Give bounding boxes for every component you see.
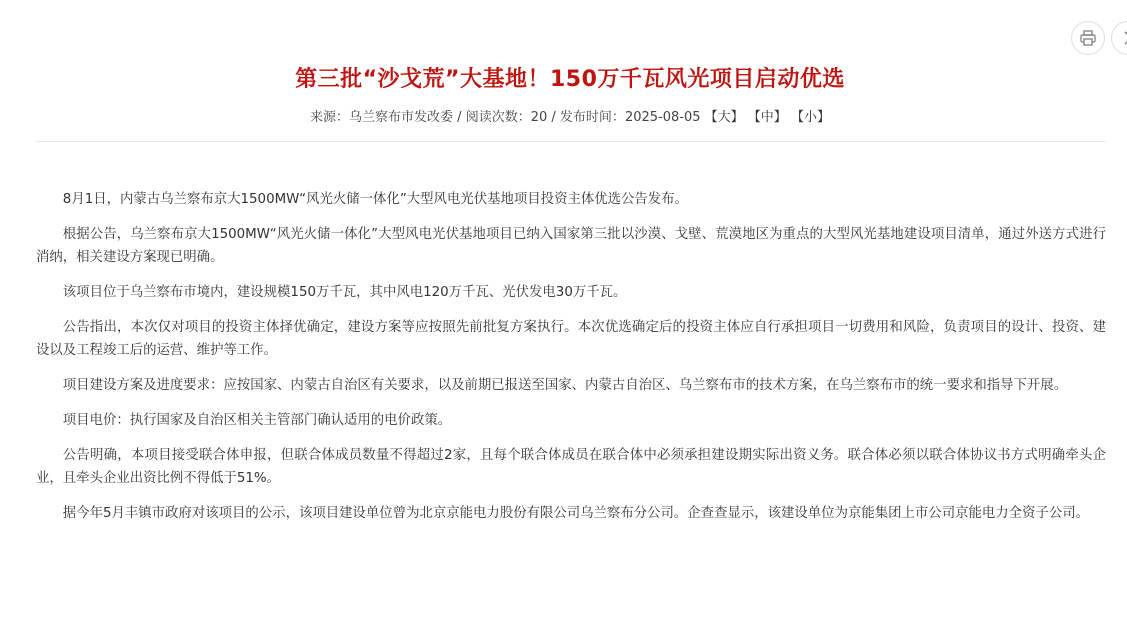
reads-label: 阅读次数：	[465, 110, 531, 125]
meta-separator: /	[547, 110, 560, 125]
paragraph: 据今年5月丰镇市政府对该项目的公示，该项目建设单位曾为北京京能电力股份有限公司乌兰察布分公司。企查查显示，该建设单位为京能集团上市公司京能电力全资子公司。	[62, 506, 1089, 521]
publish-date: 2025-08-05	[624, 110, 701, 125]
source-value: 乌兰察布市发改委	[349, 110, 454, 125]
paragraph: 8月1日，内蒙古乌兰察布京大1500MW“风光火储一体化”大型风电光伏基地项目投资主体优选公告发布。	[62, 192, 688, 207]
article-title: 第三批“沙戈荒”大基地！150万千瓦风光项目启动优选	[295, 67, 845, 92]
close-button[interactable]	[1111, 21, 1127, 55]
paragraph: 公告指出，本次仅对项目的投资主体择优确定，建设方案等应按照先前批复方案执行。本次优选确定后的投资主体应自行承担项目一切费用和风险，负责项目的设计、投资、建设以及工程竣工后的运营、维护等工作。	[36, 320, 1106, 358]
paragraph: 公告明确，本项目接受联合体申报，但联合体成员数量不得超过2家，且每个联合体成员在联合体中必须承担建设期实际出资义务。联合体必须以联合体协议书方式明确牵头企业，且牵头企业出资比例不得低于51%。	[36, 448, 1106, 486]
side-tools	[1071, 21, 1127, 55]
paragraph: 项目建设方案及进度要求：应按国家、内蒙古自治区有关要求，以及前期已报送至国家、内蒙古自治区、乌兰察布市的技术方案，在乌兰察布市的统一要求和指导下开展。	[62, 378, 1068, 393]
paragraph: 项目电价：执行国家及自治区相关主管部门确认适用的电价政策。	[62, 413, 452, 428]
paragraph: 根据公告，乌兰察布京大1500MW“风光火储一体化”大型风电光伏基地项目已纳入国家第三批以沙漠、戈壁、荒漠地区为重点的大型风光基地建设项目清单，通过外送方式进行消纳，相关建设方案现已明确。	[36, 227, 1106, 265]
font-size-small-link[interactable]: 【小】	[790, 110, 830, 125]
print-button[interactable]	[1071, 21, 1105, 55]
source-label: 来源：	[310, 110, 350, 125]
close-icon	[1120, 30, 1127, 46]
printer-icon	[1079, 29, 1097, 47]
article-meta	[0, 106, 1127, 125]
title-divider	[36, 141, 1106, 142]
date-label: 发布时间：	[559, 110, 625, 125]
font-size-medium-link[interactable]: 【中】	[747, 110, 787, 125]
font-size-large-link[interactable]: 【大】	[704, 110, 744, 125]
article-body	[36, 188, 1106, 537]
reads-count: 20	[530, 110, 548, 125]
meta-separator: /	[453, 110, 466, 125]
paragraph: 该项目位于乌兰察布市境内，建设规模150万千瓦，其中风电120万千瓦、光伏发电30万千瓦。	[62, 285, 627, 300]
